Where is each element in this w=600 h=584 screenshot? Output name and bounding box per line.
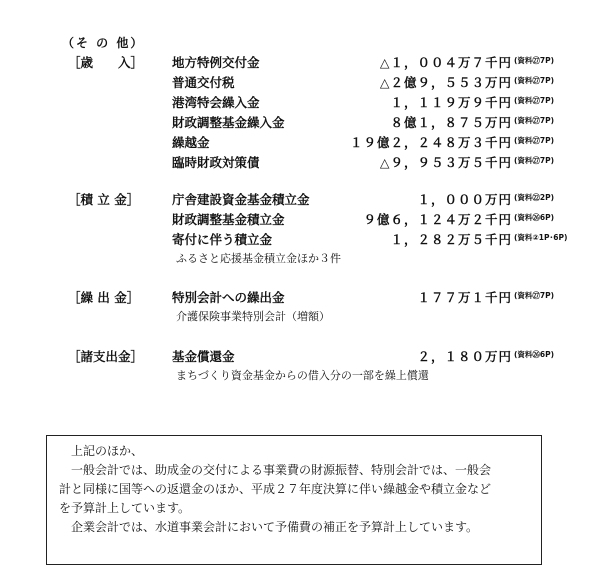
revenue-row xyxy=(0,133,600,153)
note-box xyxy=(46,435,542,565)
note-line: 上記のほか、 xyxy=(59,444,144,458)
group-label-misc: ［諸支出金］ xyxy=(68,349,144,364)
group-label-transfer: ［繰 出 金］ xyxy=(68,290,140,305)
transfer-note: 介護保険事業特別会計（増額） xyxy=(176,310,330,323)
item-ref: (資料㉖6P) xyxy=(514,350,555,359)
item-name: 特別会計への繰出金 xyxy=(172,290,285,305)
item-name: 寄付に伴う積立金 xyxy=(172,232,273,247)
item-amount: ８億１，８７５万円 xyxy=(390,115,512,130)
item-name: 地方特例交付金 xyxy=(172,55,260,70)
item-name: 港湾特会繰入金 xyxy=(172,95,260,110)
item-amount: △９，９５３万５千円 xyxy=(379,155,512,170)
item-ref: (資料㉗7P) xyxy=(514,76,555,85)
item-ref: (資料㉗7P) xyxy=(514,56,555,65)
item-name: 財政調整基金繰入金 xyxy=(172,115,285,130)
note-line: を予算計上しています。 xyxy=(59,501,191,515)
transfer-row xyxy=(0,288,600,308)
revenue-row xyxy=(0,153,600,173)
reserve-row xyxy=(0,190,600,210)
revenue-row xyxy=(0,53,600,73)
note-line: 企業会計では、水道事業会計において予備費の補正を予算計上しています。 xyxy=(59,520,479,534)
item-amount: ２，１８０万円 xyxy=(417,349,512,364)
note-line: 計と同様に国等への返還金のほか、平成２７年度決算に伴い繰越金や積立金など xyxy=(59,482,492,496)
reserve-row xyxy=(0,210,600,230)
misc-note: まちづくり資金基金からの借入分の一部を繰上償還 xyxy=(176,369,429,382)
item-ref: (資料㉗7P) xyxy=(514,291,555,300)
revenue-row xyxy=(0,93,600,113)
item-name: 繰越金 xyxy=(172,135,210,150)
item-name: 基金償還金 xyxy=(172,349,235,364)
group-label-reserve: ［積 立 金］ xyxy=(68,192,140,207)
revenue-row xyxy=(0,73,600,93)
item-amount: △１，００４万７千円 xyxy=(379,55,512,70)
item-name: 財政調整基金積立金 xyxy=(172,212,285,227)
item-amount: △２億９，５５３万円 xyxy=(379,75,512,90)
reserve-row xyxy=(0,230,600,250)
item-name: 臨時財政対策債 xyxy=(172,155,260,170)
item-ref: (資料㉗7P) xyxy=(514,116,555,125)
item-amount: ９億６，１２４万２千円 xyxy=(363,212,512,227)
item-name: 庁舎建設資金基金積立金 xyxy=(172,192,310,207)
misc-row xyxy=(0,347,600,367)
item-amount: １，２８２万５千円 xyxy=(390,232,512,247)
group-label-revenue: ［歳 入］ xyxy=(68,55,144,70)
item-name: 普通交付税 xyxy=(172,75,235,90)
item-amount: １，０００万円 xyxy=(417,192,512,207)
item-amount: １７７万１千円 xyxy=(417,290,512,305)
item-ref: (資料㉒2P) xyxy=(514,193,555,202)
note-line: 一般会計では、助成金の交付による事業費の財源振替、特別会計では、一般会 xyxy=(59,463,492,477)
reserve-note: ふるさと応援基金積立金ほか３件 xyxy=(176,252,341,265)
item-amount: １，１１９万９千円 xyxy=(390,95,512,110)
item-ref: (資料㉖6P) xyxy=(514,213,555,222)
item-ref: (資料㉗7P) xyxy=(514,156,555,165)
item-ref: (資料②1P･6P) xyxy=(514,233,568,242)
item-amount: １９億２，２４８万３千円 xyxy=(349,135,512,150)
item-ref: (資料㉗7P) xyxy=(514,136,555,145)
item-ref: (資料㉗7P) xyxy=(514,96,555,105)
section-heading: （そ の 他） xyxy=(62,36,145,50)
revenue-row xyxy=(0,113,600,133)
